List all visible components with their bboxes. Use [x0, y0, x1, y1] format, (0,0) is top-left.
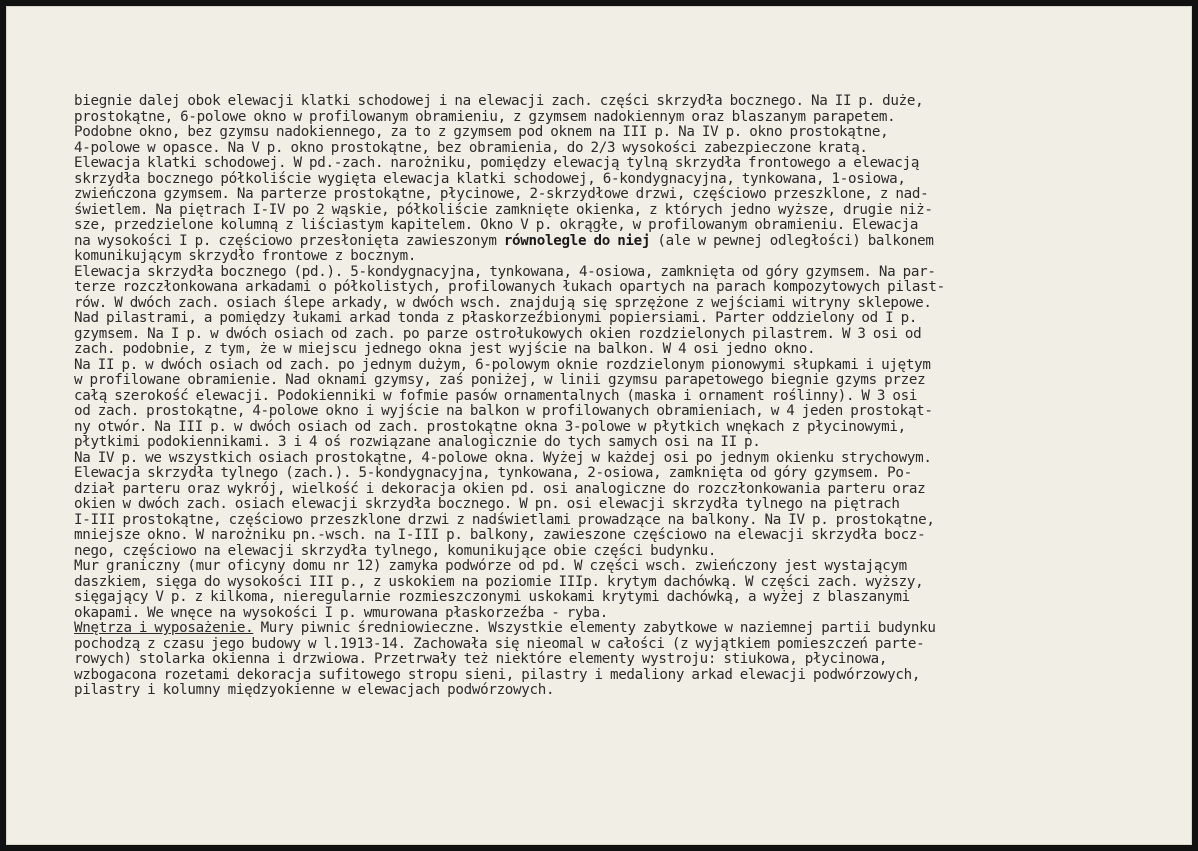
text-line: Elewacja skrzydła bocznego (pd.). 5-kondygnacyjna, tynkowana, 4-osiowa, zamknięta od góry gzymsem. Na par-: [74, 263, 936, 280]
text-line: zwieńczona gzymsem. Na parterze prostokątne, płycinowe, 2-skrzydłowe drzwi, częściowo przeszklone, z nad-: [74, 186, 929, 202]
text-line: okapami. We wnęce na wysokości I p. wmurowana płaskorzeźba - ryba.: [74, 604, 608, 621]
text-line: Na II p. w dwóch osiach od zach. po jednym dużym, 6-polowym oknie rozdzielonym pionowymi słupkami i ujętym: [74, 356, 931, 373]
text-line: rów. W dwóch zach. osiach ślepe arkady, w dwóch wsch. znajdują się sprzężone z wejściami witryny sklepowe.: [74, 294, 932, 311]
text-line: terze rozczłonkowana arkadami o półkolistych, profilowanych łukach opartych na parach kompozytowych pilast-: [74, 279, 945, 295]
text-line-emphasis: [74, 234, 1174, 250]
text-line: nego, częściowo na elewacji skrzydła tylnego, komunikujące obie części budynku.: [74, 542, 717, 559]
text-line: komunikującym skrzydło frontowe z bocznym.: [74, 248, 417, 264]
text-line: pochodzą z czasu jego budowy w l.1913-14. Zachowała się nieomal w całości (z wyjątkiem pomieszczeń parte-: [74, 635, 925, 652]
text-line: sięgający V p. z kilkoma, nieregularnie rozmieszczonymi uskokami krytymi dachówką, a wyżej z blaszanymi: [74, 589, 910, 605]
text-line: rowych) stolarka okienna i drzwiowa. Przetrwały też niektóre elementy wystroju: stiukowa, płycinowa,: [74, 651, 888, 667]
text-line: zach. podobnie, z tym, że w miejscu jednego okna jest wyjście na balkon. W 4 osi jedno okno.: [74, 341, 816, 357]
text-line: 4-polowe w opasce. Na V p. okno prostokątne, bez obramienia, do 2/3 wysokości zabezpieczone kratą.: [74, 139, 868, 156]
text-line: Podobne okno, bez gzymsu nadokiennego, za to z gzymsem pod oknem na III p. Na IV p. okno prostokątne,: [74, 124, 889, 140]
text-line: I-III prostokątne, częściowo przeszklone drzwi z nadświetlami prowadzące na balkony. Na IV p. prostokątne,: [74, 511, 935, 528]
typescript-page: [74, 94, 1174, 699]
text-line: biegnie dalej obok elewacji klatki schodowej i na elewacji zach. części skrzydła bocznego. Na II p. duże,: [74, 93, 924, 109]
text-line: świetlem. Na piętrach I-IV po 2 wąskie, półkoliście zamknięte okienka, z których jedno wyższe, drugie niż-: [74, 201, 933, 218]
text-line: wzbogacona rozetami dekoracja sufitowego stropu sieni, pilastry i medaliony arkad elewacji podwórzowych,: [74, 666, 921, 683]
paper-sheet: [6, 6, 1192, 845]
section-heading: Wnętrza i wyposażenie.: [74, 620, 254, 636]
text-segment: na wysokości I p. częściowo przesłonięta zawieszonym: [74, 232, 504, 249]
text-line: prostokątne, 6-polowe okno w profilowanym obramieniu, z gzymsem nadokiennym oraz blaszanym parapetem.: [74, 108, 896, 125]
text-segment: Mury piwnic średniowieczne. Wszystkie elementy zabytkowe w naziemnej partii budynku: [253, 620, 936, 636]
text-line: ny otwór. Na III p. w dwóch osiach od zach. prostokątne okna 3-polowe w płytkich wnękach z płycinowymi,: [74, 418, 906, 435]
text-line: dział parteru oraz wykrój, wielkość i dekoracja okien pd. osi analogiczne do rozczłonkowania parteru oraz: [74, 480, 926, 497]
text-segment: (ale w pewnej odległości) balkonem: [650, 232, 934, 249]
text-line: mniejsze okno. W narożniku pn.-wsch. na I-III p. balkony, zawieszone częściowo na elewacji skrzydła bocz-: [74, 527, 926, 543]
text-line: Elewacja skrzydła tylnego (zach.). 5-kondygnacyjna, tynkowana, 2-osiowa, zamknięta od góry gzymsem. Po-: [74, 465, 912, 481]
text-line: sze, przedzielone kolumną z liściastym kapitelem. Okno V p. okrągłe, w profilowanym obramieniu. Elewacja: [74, 217, 919, 233]
text-line: w profilowane obramienie. Nad oknami gzymsy, zaś poniżej, w linii gzymsu parapetowego biegnie gzyms przez: [74, 372, 926, 388]
text-line: płytkimi podokiennikami. 3 i 4 oś rozwiązane analogicznie do tych samych osi na II p.: [74, 434, 761, 450]
text-line: od zach. prostokątne, 4-polowe okno i wyjście na balkon w profilowanych obramieniach, w 4 jeden prostokąt-: [74, 403, 933, 419]
text-line: gzymsem. Na I p. w dwóch osiach od zach. po parze ostrołukowych okien rozdzielonych pilastrem. W 3 osi od: [74, 325, 922, 342]
text-line: daszkiem, sięga do wysokości III p., z uskokiem na poziomie IIIp. krytym dachówką. W części zach. wyższy,: [74, 573, 924, 590]
section-first-line: [74, 621, 1174, 637]
text-line: pilastry i kolumny międzyokienne w elewacjach podwórzowych.: [74, 682, 555, 698]
overtyped-phrase: równolegle do niej: [503, 232, 651, 249]
text-line: Elewacja klatki schodowej. W pd.-zach. narożniku, pomiędzy elewacją tylną skrzydła frontowego a elewacją: [74, 155, 920, 171]
text-line: całą szerokość elewacji. Podokienniki w fofmie pasów ornamentalnych (maska i ornament roślinny). W 3 osi: [74, 387, 918, 404]
text-line: Mur graniczny (mur oficyny domu nr 12) zamyka podwórze od pd. W części wsch. zwieńczony jest wystającym: [74, 558, 907, 574]
text-line: Nad pilastrami, a pomiędzy łukami arkad tonda z płaskorzeźbionymi popiersiami. Parter oddzielony od I p.: [74, 310, 918, 326]
text-line: skrzydła bocznego półkoliście wygięta elewacja klatki schodowej, 6-kondygnacyjna, tynkowana, 1-osiowa,: [74, 170, 906, 187]
text-line: Na IV p. we wszystkich osiach prostokątne, 4-polowe okna. Wyżej w każdej osi po jednym okienku strychowym.: [74, 449, 932, 466]
text-line: okien w dwóch zach. osiach elewacji skrzydła bocznego. W pn. osi elewacji skrzydła tylnego na piętrach: [74, 496, 900, 512]
